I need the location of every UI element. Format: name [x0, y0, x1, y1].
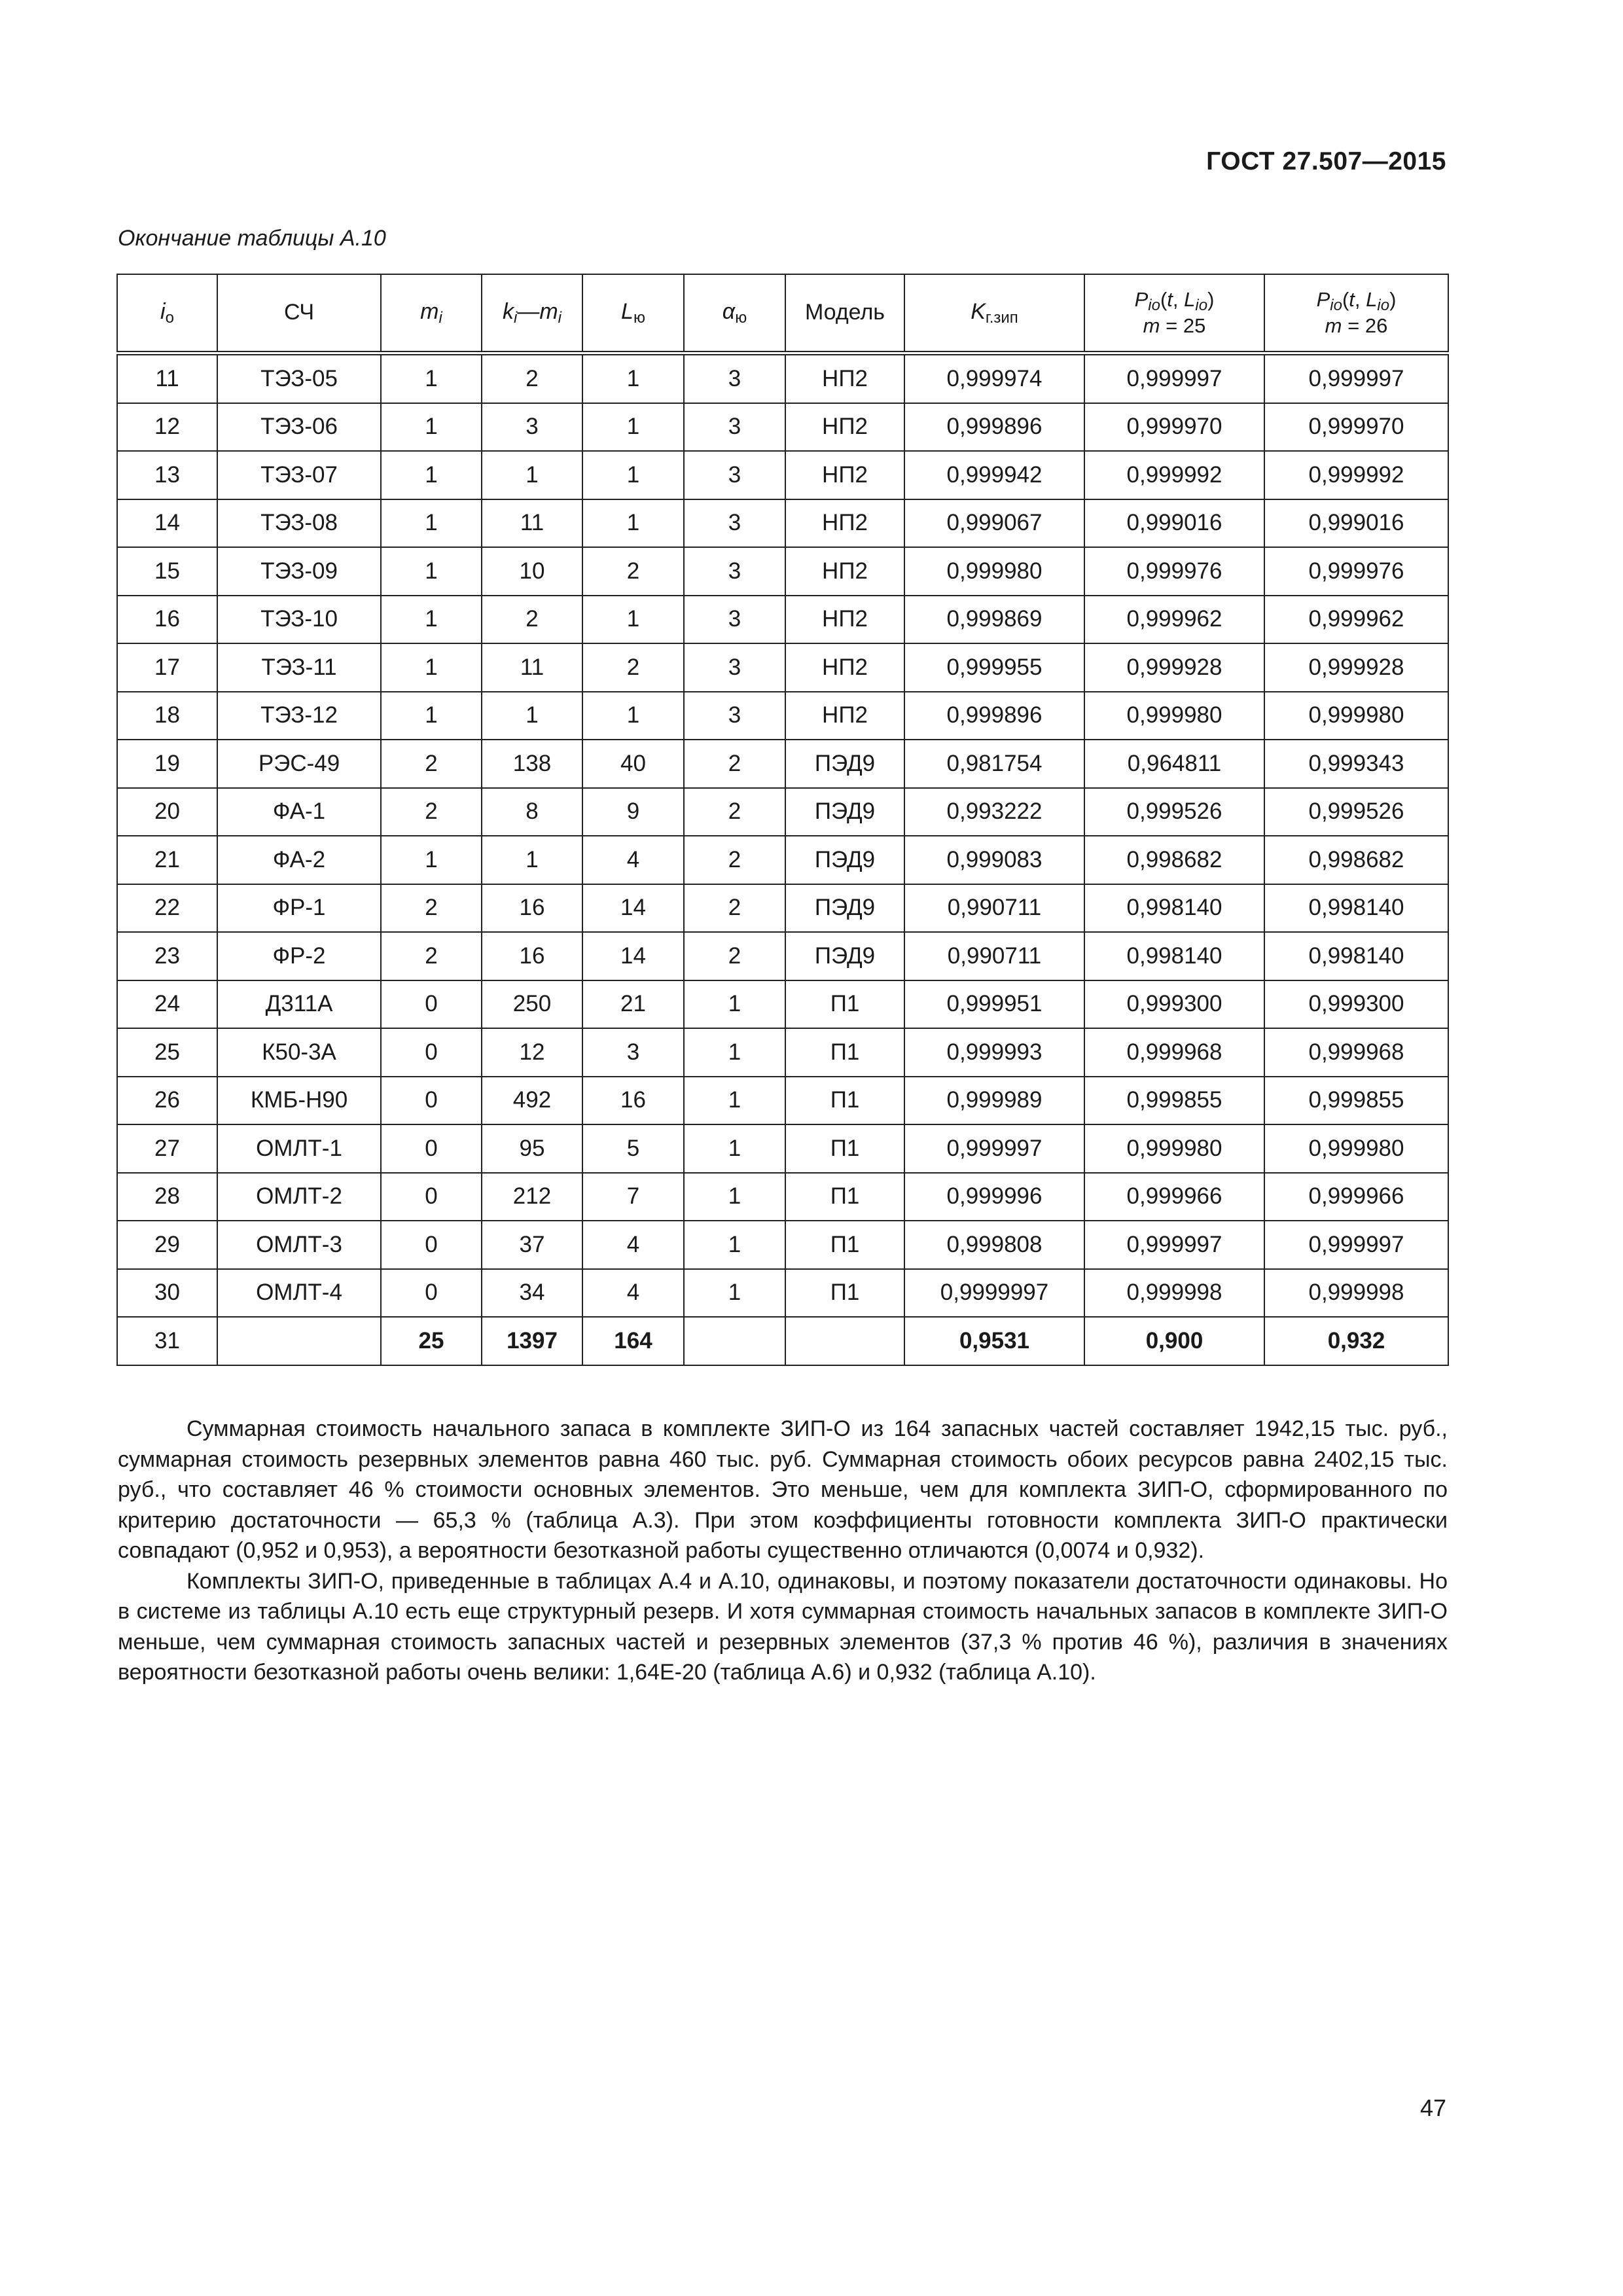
table-cell: 138: [482, 740, 582, 788]
table-cell: 3: [482, 403, 582, 452]
table-cell: 11: [482, 499, 582, 548]
table-cell: 1397: [482, 1317, 582, 1365]
table-cell: 0,964811: [1084, 740, 1264, 788]
table-cell: 2: [482, 353, 582, 403]
table-cell: 24: [117, 980, 217, 1029]
table-cell: 12: [117, 403, 217, 452]
table-cell: 0,999997: [1084, 1221, 1264, 1269]
header-lu: $L_ю$: [582, 274, 684, 353]
table-cell: 13: [117, 451, 217, 499]
table-cell: 1: [482, 836, 582, 884]
table-cell: 2: [684, 932, 785, 980]
table-cell: ПЭД9: [785, 884, 904, 933]
header-p-m25: $P_{io}(t$, $L_{io}$) m = 25: [1084, 274, 1264, 353]
table-cell: 0,999300: [1264, 980, 1448, 1029]
table-cell: ФР-1: [217, 884, 381, 933]
table-cell: 250: [482, 980, 582, 1029]
table-cell: 9: [582, 788, 684, 836]
table-row: [117, 1173, 1448, 1221]
table-cell: П1: [785, 1173, 904, 1221]
table-cell: 8: [482, 788, 582, 836]
header-sch: СЧ: [217, 274, 381, 353]
table-cell: НП2: [785, 692, 904, 740]
table-cell: 0,999998: [1264, 1269, 1448, 1318]
table-cell: 1: [582, 692, 684, 740]
table-cell: РЭС-49: [217, 740, 381, 788]
table-cell: 16: [482, 932, 582, 980]
table-cell: 0: [381, 1221, 482, 1269]
table-cell: 0,900: [1084, 1317, 1264, 1365]
table-cell: 0,999869: [904, 596, 1084, 644]
table-cell: 0,999968: [1264, 1028, 1448, 1077]
table-cell: 2: [684, 884, 785, 933]
table-cell: П1: [785, 1269, 904, 1318]
paragraph: Комплекты ЗИП-О, приведенные в таблицах А.4 и А.10, одинаковы, и поэтому показатели достаточности одинаковы. Но в системе из таблицы А.10 есть еще структурный резерв. И хотя суммарная стоимость начальных запасов в комплекте ЗИП-О меньше, чем суммарная стоимость запасных частей и резервных элементов (37,3 % против 46 %), различия в значениях вероятности безотказной работы очень велики: 1,64Е-20 (таблица А.6) и 0,932 (таблица А.10).: [118, 1568, 1448, 1685]
table-row: [117, 451, 1448, 499]
table-cell: 21: [582, 980, 684, 1029]
table-cell: 7: [582, 1173, 684, 1221]
table-cell: 0,999526: [1264, 788, 1448, 836]
table-cell: ТЭЗ-08: [217, 499, 381, 548]
paragraph: Суммарная стоимость начального запаса в комплекте ЗИП-О из 164 запасных частей составляет 1942,15 тыс. руб., суммарная стоимость резервных элементов равна 460 тыс. руб. Суммарная стоимость обоих ресурсов равна 2402,15 тыс. руб., что составляет 46 % стоимости основных элементов. Это меньше, чем для комплекта ЗИП-О, сформированного по критерию достаточности — 65,3 % (таблица А.3). При этом коэффициенты готовности комплекта ЗИП-О практически совпадают (0,952 и 0,953), а вероятности безотказной работы существенно отличаются (0,0074 и 0,932).: [118, 1416, 1448, 1563]
table-cell: 0,999966: [1264, 1173, 1448, 1221]
table-cell: 2: [582, 547, 684, 596]
table-cell: 0: [381, 1077, 482, 1125]
table-row: [117, 788, 1448, 836]
table-cell: [785, 1317, 904, 1365]
table-cell: 0,999980: [1264, 1124, 1448, 1173]
table-cell: ТЭЗ-06: [217, 403, 381, 452]
table-cell: 3: [684, 547, 785, 596]
table-cell: 1: [582, 499, 684, 548]
table-cell: 0,999067: [904, 499, 1084, 548]
table-cell: 0,999343: [1264, 740, 1448, 788]
table-row: [117, 403, 1448, 452]
table-cell: ОМЛТ-4: [217, 1269, 381, 1318]
table-cell: ФР-2: [217, 932, 381, 980]
table-cell: 30: [117, 1269, 217, 1318]
table-cell: 0,999976: [1264, 547, 1448, 596]
table-caption: Окончание таблицы А.10: [118, 226, 386, 251]
table-cell: ТЭЗ-11: [217, 643, 381, 692]
table-cell: 0,999989: [904, 1077, 1084, 1125]
table-cell: П1: [785, 1124, 904, 1173]
table-cell: НП2: [785, 643, 904, 692]
page-number: 47: [1419, 2094, 1446, 2121]
table-cell: 3: [684, 643, 785, 692]
table-cell: Д311А: [217, 980, 381, 1029]
table-cell: ПЭД9: [785, 788, 904, 836]
table-cell: 0,999968: [1084, 1028, 1264, 1077]
table-cell: 29: [117, 1221, 217, 1269]
table-cell: К50-3А: [217, 1028, 381, 1077]
table-cell: 0,999300: [1084, 980, 1264, 1029]
table-cell: 0,999955: [904, 643, 1084, 692]
table-cell: 1: [381, 499, 482, 548]
table-cell: КМБ-Н90: [217, 1077, 381, 1125]
table-cell: ОМЛТ-3: [217, 1221, 381, 1269]
table-cell: 0,999942: [904, 451, 1084, 499]
table-cell: ТЭЗ-10: [217, 596, 381, 644]
table-cell: 0,998140: [1264, 884, 1448, 933]
table-cell: ТЭЗ-12: [217, 692, 381, 740]
table-cell: ТЭЗ-07: [217, 451, 381, 499]
table-cell: 1: [381, 836, 482, 884]
table-cell: 0,999855: [1084, 1077, 1264, 1125]
table-cell: 0,999980: [904, 547, 1084, 596]
header-model: Модель: [785, 274, 904, 353]
table-cell: 0,999951: [904, 980, 1084, 1029]
table-cell: 0,999083: [904, 836, 1084, 884]
table-cell: 4: [582, 1221, 684, 1269]
header-alpha: $\alpha_ю$: [684, 274, 785, 353]
table-cell: 4: [582, 836, 684, 884]
table-cell: ФА-1: [217, 788, 381, 836]
table-cell: 16: [482, 884, 582, 933]
table-cell: 27: [117, 1124, 217, 1173]
table-cell: П1: [785, 1221, 904, 1269]
table-cell: 34: [482, 1269, 582, 1318]
table-cell: 0,9999997: [904, 1269, 1084, 1318]
table-cell: 2: [381, 884, 482, 933]
table-cell: 0,999980: [1084, 1124, 1264, 1173]
table-cell: НП2: [785, 499, 904, 548]
table-cell: 0: [381, 1124, 482, 1173]
table-cell: 21: [117, 836, 217, 884]
table-cell: 25: [381, 1317, 482, 1365]
table-cell: 164: [582, 1317, 684, 1365]
table-cell: П1: [785, 1028, 904, 1077]
table-cell: 492: [482, 1077, 582, 1125]
table-cell: 17: [117, 643, 217, 692]
table-cell: 1: [381, 451, 482, 499]
table-cell: 3: [684, 353, 785, 403]
table-cell: 0,993222: [904, 788, 1084, 836]
table-cell: 22: [117, 884, 217, 933]
table-cell: 16: [117, 596, 217, 644]
table-cell: ОМЛТ-1: [217, 1124, 381, 1173]
table-cell: 0,999976: [1084, 547, 1264, 596]
table-cell: 0,999962: [1264, 596, 1448, 644]
table-cell: 14: [582, 884, 684, 933]
table-cell: 0,999980: [1084, 692, 1264, 740]
table-cell: 18: [117, 692, 217, 740]
table-cell: 0: [381, 980, 482, 1029]
table-cell: 0,999855: [1264, 1077, 1448, 1125]
table-cell: 0,999962: [1084, 596, 1264, 644]
header-mi: $m_i$: [381, 274, 482, 353]
table-cell: 3: [684, 499, 785, 548]
table-cell: 1: [684, 1077, 785, 1125]
table-cell: 19: [117, 740, 217, 788]
table-cell: 1: [482, 692, 582, 740]
table-cell: 0: [381, 1028, 482, 1077]
table-cell: 37: [482, 1221, 582, 1269]
table-cell: 0,998682: [1084, 836, 1264, 884]
table-cell: 1: [582, 451, 684, 499]
table-cell: 1: [582, 596, 684, 644]
table-cell: 0,999016: [1084, 499, 1264, 548]
table-cell: 1: [381, 596, 482, 644]
table-cell: 3: [684, 451, 785, 499]
table-cell: 3: [684, 403, 785, 452]
table-cell: 16: [582, 1077, 684, 1125]
table-cell: 1: [684, 980, 785, 1029]
table-cell: 0,999970: [1084, 403, 1264, 452]
table-row: [117, 1077, 1448, 1125]
table-cell: 0,999896: [904, 403, 1084, 452]
reliability-table: [116, 274, 1449, 1366]
table-cell: 0,999966: [1084, 1173, 1264, 1221]
table-row: [117, 740, 1448, 788]
table-cell: 1: [582, 353, 684, 403]
table-row: [117, 1221, 1448, 1269]
table-cell: 0,999526: [1084, 788, 1264, 836]
table-cell: 3: [582, 1028, 684, 1077]
header-p-m26: $P_{io}(t$, $L_{io}$) m = 26: [1264, 274, 1448, 353]
header-kg: $K_{г.зип}$: [904, 274, 1084, 353]
table-cell: ФА-2: [217, 836, 381, 884]
table-cell: 3: [684, 692, 785, 740]
table-cell: 10: [482, 547, 582, 596]
table-cell: 2: [684, 740, 785, 788]
table-cell: 0,932: [1264, 1317, 1448, 1365]
table-cell: ОМЛТ-2: [217, 1173, 381, 1221]
table-cell: 25: [117, 1028, 217, 1077]
table-row: [117, 1124, 1448, 1173]
table-cell: 1: [381, 353, 482, 403]
table-cell: 0,990711: [904, 884, 1084, 933]
table-cell: 0,999016: [1264, 499, 1448, 548]
table-cell: 20: [117, 788, 217, 836]
table-cell: 28: [117, 1173, 217, 1221]
table-cell: 2: [381, 788, 482, 836]
table-cell: 0: [381, 1269, 482, 1318]
table-cell: 11: [482, 643, 582, 692]
table-cell: 0,999997: [904, 1124, 1084, 1173]
table-cell: 1: [582, 403, 684, 452]
body-text: [118, 1414, 1448, 1688]
table-cell: 0,998140: [1264, 932, 1448, 980]
table-cell: 0,999997: [1264, 353, 1448, 403]
header-io: $i_о$: [117, 274, 217, 353]
table-cell: 0,999992: [1264, 451, 1448, 499]
table-cell: 0,998140: [1084, 932, 1264, 980]
table-cell: 2: [381, 740, 482, 788]
table-cell: 0,999980: [1264, 692, 1448, 740]
table-cell: НП2: [785, 403, 904, 452]
table-cell: П1: [785, 1077, 904, 1125]
table-row: [117, 836, 1448, 884]
table-row: [117, 547, 1448, 596]
table-cell: [684, 1317, 785, 1365]
document-standard-id: ГОСТ 27.507—2015: [1206, 147, 1446, 175]
table-cell: 2: [684, 788, 785, 836]
table-cell: 0,999974: [904, 353, 1084, 403]
table-cell: 1: [381, 643, 482, 692]
header-ki-mi: $k_i—m_i$: [482, 274, 582, 353]
table-cell: 1: [684, 1028, 785, 1077]
table-cell: 2: [582, 643, 684, 692]
table-cell: НП2: [785, 353, 904, 403]
table-cell: 0,999808: [904, 1221, 1084, 1269]
table-cell: НП2: [785, 451, 904, 499]
table-cell: 1: [482, 451, 582, 499]
table-cell: 4: [582, 1269, 684, 1318]
table-cell: 40: [582, 740, 684, 788]
table-cell: 1: [684, 1124, 785, 1173]
table-cell: 0,999992: [1084, 451, 1264, 499]
table-cell: П1: [785, 980, 904, 1029]
table-cell: 2: [684, 836, 785, 884]
table-cell: 5: [582, 1124, 684, 1173]
table-cell: 2: [482, 596, 582, 644]
table-cell: 0,999997: [1264, 1221, 1448, 1269]
table-row: [117, 1269, 1448, 1318]
table-cell: 15: [117, 547, 217, 596]
table-cell: 12: [482, 1028, 582, 1077]
table-row: [117, 596, 1448, 644]
table-cell: 1: [381, 403, 482, 452]
table-cell: 0,999928: [1264, 643, 1448, 692]
table-cell: 14: [582, 932, 684, 980]
table-cell: 0: [381, 1173, 482, 1221]
table-cell: НП2: [785, 547, 904, 596]
table-row: [117, 1028, 1448, 1077]
table-cell: 0,998140: [1084, 884, 1264, 933]
table-row: [117, 692, 1448, 740]
table-cell: 1: [684, 1173, 785, 1221]
table-row: [117, 643, 1448, 692]
table-cell: 11: [117, 353, 217, 403]
table-row: [117, 499, 1448, 548]
table-cell: 3: [684, 596, 785, 644]
table-cell: 212: [482, 1173, 582, 1221]
table-cell: 1: [684, 1221, 785, 1269]
table-cell: 0,999998: [1084, 1269, 1264, 1318]
table-cell: 1: [684, 1269, 785, 1318]
table-row: [117, 353, 1448, 403]
table-cell: ПЭД9: [785, 836, 904, 884]
table-cell: 23: [117, 932, 217, 980]
table-row: [117, 884, 1448, 933]
table-cell: ПЭД9: [785, 932, 904, 980]
table-cell: 0,990711: [904, 932, 1084, 980]
table-cell: 95: [482, 1124, 582, 1173]
table-total-row: [117, 1317, 1448, 1365]
table-cell: 0,998682: [1264, 836, 1448, 884]
table-row: [117, 932, 1448, 980]
table-cell: 0,999928: [1084, 643, 1264, 692]
table-cell: 26: [117, 1077, 217, 1125]
table-body: [117, 353, 1448, 1365]
table-cell: 14: [117, 499, 217, 548]
table-cell: [217, 1317, 381, 1365]
table-cell: ПЭД9: [785, 740, 904, 788]
table-cell: 0,999996: [904, 1173, 1084, 1221]
table-cell: 31: [117, 1317, 217, 1365]
table-cell: 1: [381, 692, 482, 740]
table-cell: 0,9531: [904, 1317, 1084, 1365]
table-cell: 1: [381, 547, 482, 596]
table-cell: ТЭЗ-05: [217, 353, 381, 403]
table-cell: НП2: [785, 596, 904, 644]
table-cell: 0,981754: [904, 740, 1084, 788]
table-header-row: [117, 274, 1448, 353]
table-cell: 0,999997: [1084, 353, 1264, 403]
table-row: [117, 980, 1448, 1029]
table-cell: 2: [381, 932, 482, 980]
table-cell: 0,999896: [904, 692, 1084, 740]
table-cell: 0,999970: [1264, 403, 1448, 452]
table-cell: 0,999993: [904, 1028, 1084, 1077]
table-cell: ТЭЗ-09: [217, 547, 381, 596]
